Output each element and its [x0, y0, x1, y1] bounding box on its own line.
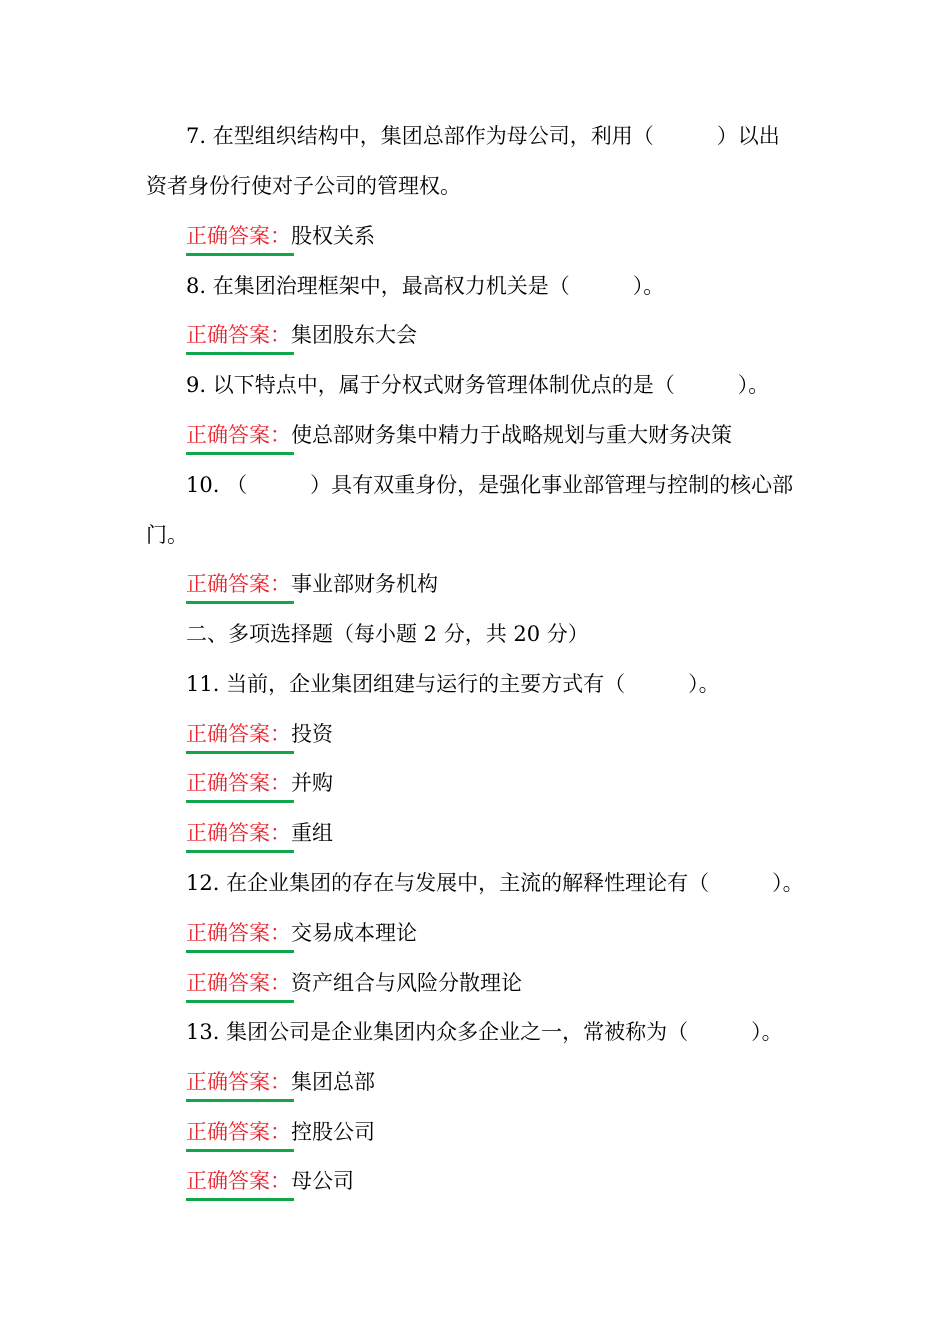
- answer-label: 正确答案：: [186, 1067, 291, 1097]
- answer-text: 股权关系: [291, 224, 375, 248]
- answer-text: 并购: [291, 771, 333, 795]
- section-heading: 二、多项选择题（每小题 2 分，共 20 分）: [186, 622, 589, 646]
- answer-label: 正确答案：: [186, 768, 291, 798]
- answer-row: [186, 221, 375, 251]
- answer-label: 正确答案：: [186, 918, 291, 948]
- question-12: 12. 在企业集团的存在与发展中，主流的解释性理论有（ ）。: [186, 871, 804, 895]
- question-8: 8. 在集团治理框架中，最高权力机关是（ ）。: [186, 274, 665, 298]
- answer-text: 交易成本理论: [291, 921, 417, 945]
- answer-label: 正确答案：: [186, 320, 291, 350]
- answer-row: [186, 918, 417, 948]
- answer-text: 使总部财务集中精力于战略规划与重大财务决策: [291, 423, 732, 447]
- answer-row: [186, 768, 333, 798]
- answer-text: 事业部财务机构: [291, 572, 438, 596]
- answer-text: 集团总部: [291, 1070, 375, 1094]
- question-7-line-2: 资者身份行使对子公司的管理权。: [146, 174, 461, 198]
- answer-label: 正确答案：: [186, 719, 291, 749]
- question-10-line-2: 门。: [146, 523, 188, 547]
- answer-row: [186, 719, 333, 749]
- answer-label: 正确答案：: [186, 968, 291, 998]
- answer-label: 正确答案：: [186, 420, 291, 450]
- answer-text: 集团股东大会: [291, 323, 417, 347]
- answer-text: 重组: [291, 821, 333, 845]
- answer-row: [186, 420, 732, 450]
- answer-row: [186, 1166, 354, 1196]
- answer-label: 正确答案：: [186, 1117, 291, 1147]
- answer-label: 正确答案：: [186, 818, 291, 848]
- answer-text: 控股公司: [291, 1120, 375, 1144]
- answer-text: 投资: [291, 722, 333, 746]
- answer-label: 正确答案：: [186, 569, 291, 599]
- answer-row: [186, 818, 333, 848]
- answer-text: 资产组合与风险分散理论: [291, 971, 522, 995]
- question-11: 11. 当前，企业集团组建与运行的主要方式有（ ）。: [186, 672, 720, 696]
- answer-row: [186, 569, 438, 599]
- answer-label: 正确答案：: [186, 221, 291, 251]
- question-13: 13. 集团公司是企业集团内众多企业之一，常被称为（ ）。: [186, 1020, 783, 1044]
- answer-row: [186, 320, 417, 350]
- question-7-line-1: 7. 在型组织结构中，集团总部作为母公司，利用（ ）以出: [186, 124, 780, 148]
- answer-row: [186, 968, 522, 998]
- answer-label: 正确答案：: [186, 1166, 291, 1196]
- question-10-line-1: 10. （ ）具有双重身份，是强化事业部管理与控制的核心部: [186, 473, 794, 497]
- question-9: 9. 以下特点中，属于分权式财务管理体制优点的是（ ）。: [186, 373, 770, 397]
- answer-row: [186, 1117, 375, 1147]
- answer-text: 母公司: [291, 1169, 354, 1193]
- answer-row: [186, 1067, 375, 1097]
